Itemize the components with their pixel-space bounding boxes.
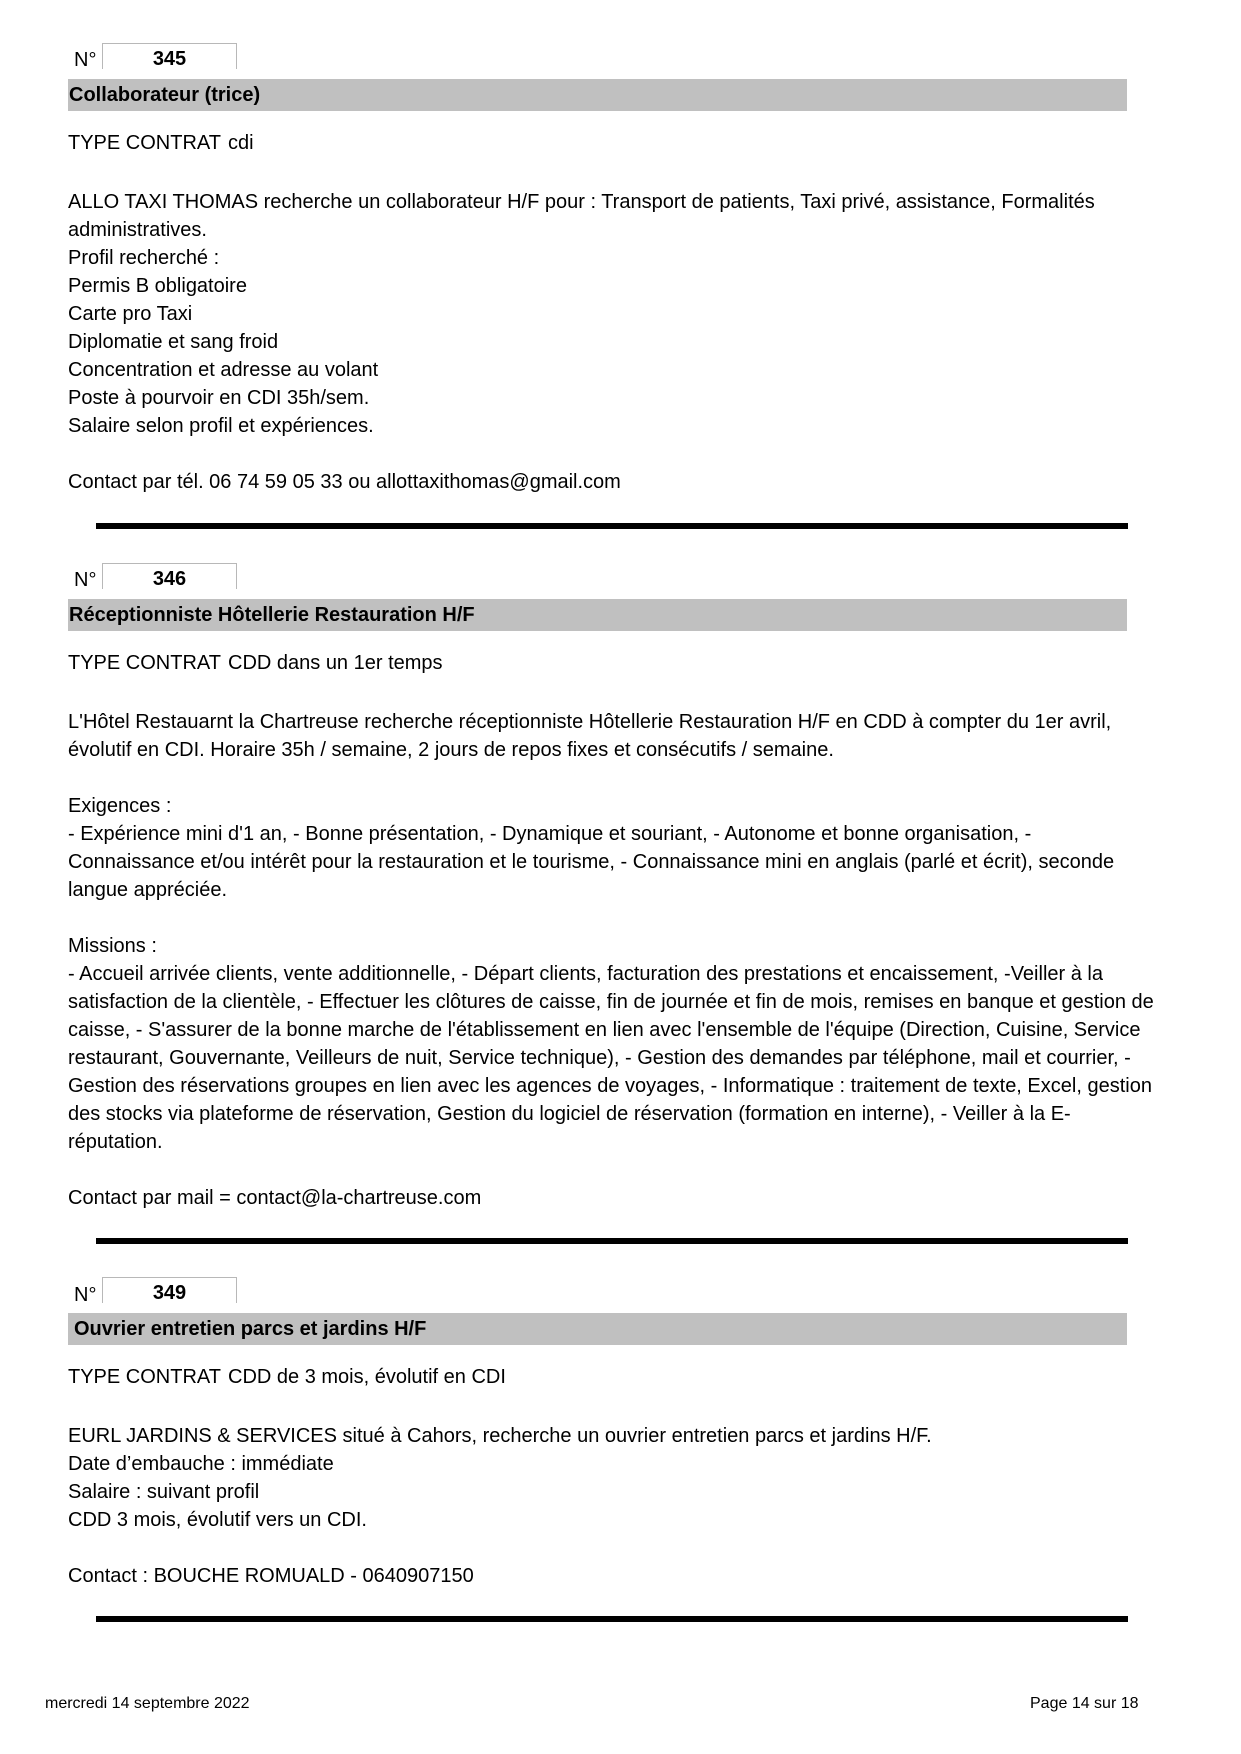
- missions-text: - Accueil arrivée clients, vente additionnelle, - Départ clients, facturation des prestations et encaissement, -Veiller à la satisfaction de la clientèle, - Effectuer les clôtures de caisse, fin de journée et fin de mois, remises en banque et gestion de caisse, - S'assurer de la bonne marche de l'établissement en lien avec l'ensemble de l'équipe (Direction, Cuisine, Service restaurant, Gouvernante, Veilleurs de nuit, Service technique), - Gestion des demandes par téléphone, mail et courrier, - Gestion des réservations groupes en lien avec les agences de voyages, - Informatique : traitement de texte, Excel, gestion des stocks via plateforme de réservation, Gestion du logiciel de réservation (formation en interne), - Veiller à la E-réputation.: [68, 963, 1154, 1153]
- description-line: Carte pro Taxi: [68, 303, 193, 325]
- contact-line: Contact par mail = contact@la-chartreuse.com: [68, 1187, 482, 1209]
- offer-number-label: N°: [74, 569, 97, 591]
- contract-type-row: [68, 651, 443, 675]
- offer-title: Réceptionniste Hôtellerie Restauration H/F: [68, 599, 1127, 631]
- contract-type-row: [68, 131, 254, 155]
- blank-line: [68, 1534, 1158, 1562]
- offer-title: Ouvrier entretien parcs et jardins H/F: [68, 1313, 1127, 1345]
- offer-description: [68, 188, 1158, 496]
- contact-line: Contact : BOUCHE ROMUALD - 0640907150: [68, 1565, 474, 1587]
- description-line: ALLO TAXI THOMAS recherche un collaborateur H/F pour : Transport de patients, Taxi privé, assistance, Formalités administratives.: [68, 191, 1095, 241]
- description-line: Profil recherché :: [68, 247, 220, 269]
- contract-type-label: TYPE CONTRAT: [68, 652, 221, 674]
- description-line: Salaire : suivant profil: [68, 1481, 260, 1503]
- offer-description: [68, 1422, 1158, 1590]
- footer-date: mercredi 14 septembre 2022: [45, 1695, 250, 1712]
- footer-page-number: Page 14 sur 18: [1030, 1695, 1139, 1712]
- blank-line: [68, 440, 1158, 468]
- offer-number: 345: [102, 43, 237, 69]
- description-line: EURL JARDINS & SERVICES situé à Cahors, recherche un ouvrier entretien parcs et jardins H/F.: [68, 1425, 932, 1447]
- description-line: CDD 3 mois, évolutif vers un CDI.: [68, 1509, 367, 1531]
- offer-number-label: N°: [74, 1284, 97, 1306]
- description-line: Poste à pourvoir en CDI 35h/sem.: [68, 387, 370, 409]
- blank-line: [68, 1156, 1158, 1184]
- requirements-text: - Expérience mini d'1 an, - Bonne présentation, - Dynamique et souriant, - Autonome et bonne organisation, - Connaissance et/ou intérêt pour la restauration et le tourisme, - Connaissance mini en anglais (parlé et écrit), seconde langue appréciée.: [68, 823, 1115, 901]
- description-line: L'Hôtel Restauarnt la Chartreuse recherche réceptionniste Hôtellerie Restauration H/F en CDD à compter du 1er avril, évolutif en CDI. Horaire 35h / semaine, 2 jours de repos fixes et consécutifs / semaine.: [68, 711, 1112, 761]
- offer-number-label: N°: [74, 49, 97, 71]
- offer-title: Collaborateur (trice): [68, 79, 1127, 111]
- contact-line: Contact par tél. 06 74 59 05 33 ou allottaxithomas@gmail.com: [68, 471, 621, 493]
- description-line: Concentration et adresse au volant: [68, 359, 379, 381]
- offer-description: [68, 708, 1158, 1212]
- missions-heading: Missions :: [68, 935, 157, 957]
- contract-type-label: TYPE CONTRAT: [68, 132, 221, 154]
- description-line: Diplomatie et sang froid: [68, 331, 279, 353]
- offer-number: 346: [102, 563, 237, 589]
- contract-type-value: CDD de 3 mois, évolutif en CDI: [228, 1366, 506, 1388]
- requirements-heading: Exigences :: [68, 795, 172, 817]
- description-line: Salaire selon profil et expériences.: [68, 415, 374, 437]
- contract-type-value: cdi: [228, 132, 254, 154]
- blank-line: [68, 904, 1158, 932]
- section-divider: [96, 523, 1128, 529]
- blank-line: [68, 764, 1158, 792]
- description-line: Permis B obligatoire: [68, 275, 247, 297]
- contract-type-value: CDD dans un 1er temps: [228, 652, 443, 674]
- contract-type-label: TYPE CONTRAT: [68, 1366, 221, 1388]
- description-line: Date d’embauche : immédiate: [68, 1453, 334, 1475]
- section-divider: [96, 1616, 1128, 1622]
- contract-type-row: [68, 1365, 506, 1389]
- offer-number: 349: [102, 1277, 237, 1303]
- section-divider: [96, 1238, 1128, 1244]
